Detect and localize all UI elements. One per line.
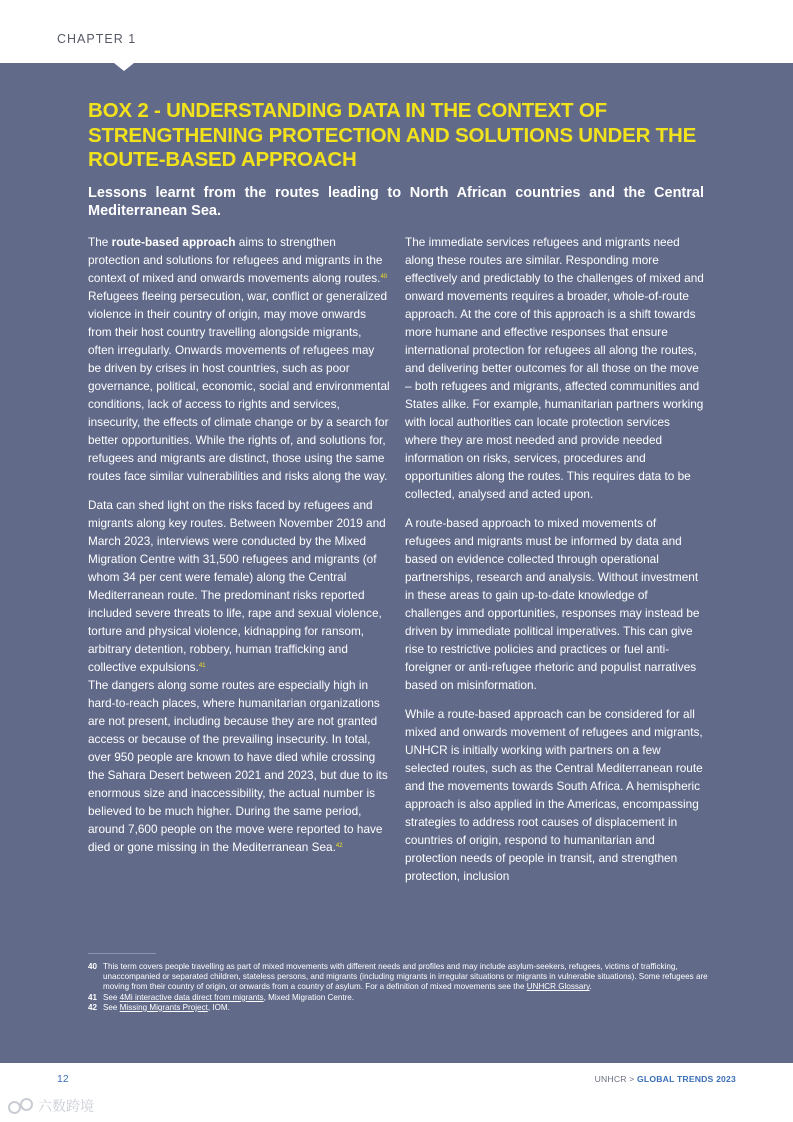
footnote-body: See [103, 992, 120, 1002]
footnote-42 [88, 1003, 708, 1013]
box-title: BOX 2 - UNDERSTANDING DATA IN THE CONTEXT OF STRENGTHENING PROTECTION AND SOLUTIONS UNDER THE ROUTE-BASED APPROACH [88, 99, 697, 171]
paragraph-text: Data can shed light on the risks faced by refugees and migrants along key routes. Between November 2019 and March 2023, interviews were conducted by the Mixed Migration Centre with 31,500 refugees and migrants (of whom 34 per cent were female) along the Central Mediterranean route. The predominant risks reported included severe threats to life, rape and sexual violence, torture and physical violence, kidnapping for ransom, arbitrary detention, robbery, human trafficking and collective expulsions. [88, 498, 386, 674]
footnote-text [103, 962, 708, 993]
footnote-ref-41[interactable]: 41 [198, 663, 206, 669]
watermark-text: 六数跨境 [38, 1099, 94, 1115]
footnotes [88, 962, 708, 1013]
paragraph-text: The dangers along some routes are especially high in hard-to-reach places, where humanitarian organizations are not present, including because they are not granted access or because of the prevailing insecurity. In total, over 950 people are known to have died while crossing the Sahara Desert between 2021 and 2023, but due to its enormous size and inaccessibility, the actual number is believed to be much higher. During the same period, around 7,600 people on the move were reported to have died or gone missing in the Mediterranean Sea. [88, 678, 388, 854]
box-subtitle: Lessons learnt from the routes leading to North African countries and the Central Mediterranean Sea. [88, 185, 704, 219]
footnote-41 [88, 993, 708, 1003]
publisher-label: UNHCR > [594, 1074, 638, 1084]
right-paragraph-2: A route-based approach to mixed movements of refugees and migrants must be informed by data and based on evidence collected through operational partnerships, research and analysis. Without investment in these areas to gain up-to-date knowledge of challenges and opportunities, responses may instead be driven by immediate political imperatives. This can give rise to restrictive policies and practices or fuel anti-foreigner or anti-refugee rhetoric and populist narratives based on misinformation. [405, 516, 700, 692]
left-paragraph-2 [88, 496, 390, 676]
footnote-body: . [589, 982, 592, 992]
footnote-number: 40 [88, 962, 98, 971]
watermark [8, 1096, 94, 1116]
watermark-logo-icon [8, 1098, 34, 1114]
footnote-number: 41 [88, 992, 98, 1002]
footnote-text [103, 993, 708, 1003]
panel-notch [114, 63, 134, 71]
footnote-ref-40[interactable]: 40 [380, 274, 388, 280]
footnote-40 [88, 962, 708, 993]
paragraph-text: The [88, 235, 112, 249]
running-footer [595, 1074, 736, 1084]
chapter-label: CHAPTER 1 [57, 32, 137, 46]
footnote-body: See [103, 1002, 120, 1012]
footnote-divider [88, 953, 156, 954]
footnote-ref-42[interactable]: 42 [335, 843, 343, 849]
right-paragraph-3: While a route-based approach can be considered for all mixed and onwards movement of refugees and migrants, UNHCR is initially working with partners on a few selected routes, such as the Central Mediterranean route and the movements towards South Africa. A hemispheric approach is also applied in the Americas, encompassing strategies to address root causes of displacement in countries of origin, respond to humanitarian and protection needs of people in transit, and strengthen protection, inclusion [405, 707, 703, 883]
left-column [88, 233, 390, 856]
right-column [405, 233, 705, 885]
left-paragraph-1 [88, 233, 390, 485]
page-number: 12 [57, 1073, 69, 1085]
unhcr-glossary-link[interactable]: UNHCR Glossary [526, 982, 590, 992]
footnote-body: , Mixed Migration Centre. [263, 992, 355, 1002]
footnote-body: , IOM. [207, 1002, 230, 1012]
footnote-number: 42 [88, 1002, 98, 1012]
paragraph-text: aims to strengthen protection and solutions for refugees and migrants in the context of mixed and onwards movements along routes. [88, 235, 383, 285]
missing-migrants-link[interactable]: Missing Migrants Project [119, 1002, 208, 1012]
left-paragraph-3 [88, 676, 390, 856]
route-based-approach-term: route-based approach [111, 235, 236, 249]
publication-title: GLOBAL TRENDS 2023 [637, 1074, 736, 1084]
footnote-body: This term covers people travelling as part of mixed movements with different needs and profiles and may include asylum-seekers, refugees, victims of trafficking, unaccompanied or separated children, stateless persons, and migrants (including migrants in irregular situations or migrants in vulnerable situations). Some refugees are moving from their country of origin, or onwards from a country of asylum. For a definition of mixed movements see the [103, 962, 708, 992]
right-paragraph-1: The immediate services refugees and migrants need along these routes are similar. Responding more effectively and predictably to the challenges of mixed and onward movements requires a broader, whole-of-route approach. At the core of this approach is a shift towards more humane and effective responses that ensure international protection for refugees all along the routes, and delivering better outcomes for all those on the move – both refugees and migrants, affected communities and States alike. For example, humanitarian partners working with local authorities can locate protection services where they are most needed and provide needed information on risks, services, procedures and opportunities along the routes. This requires data to be collected, analysed and acted upon. [405, 235, 704, 501]
footnote-text [103, 1003, 708, 1013]
paragraph-text: Refugees fleeing persecution, war, conflict or generalized violence in their country of origin, may move onwards from their host country travelling alongside migrants, often irregularly. Onwards movements of refugees may be driven by crises in host countries, such as poor governance, political, economic, social and environmental conditions, lack of access to rights and services, insecurity, the effects of climate change or by a search for better opportunities. While the rights of, and solutions for, refugees and migrants are distinct, those using the same routes face similar vulnerabilities and risks along the way. [88, 289, 390, 483]
4mi-data-link[interactable]: 4Mi interactive data direct from migrants [119, 992, 264, 1002]
